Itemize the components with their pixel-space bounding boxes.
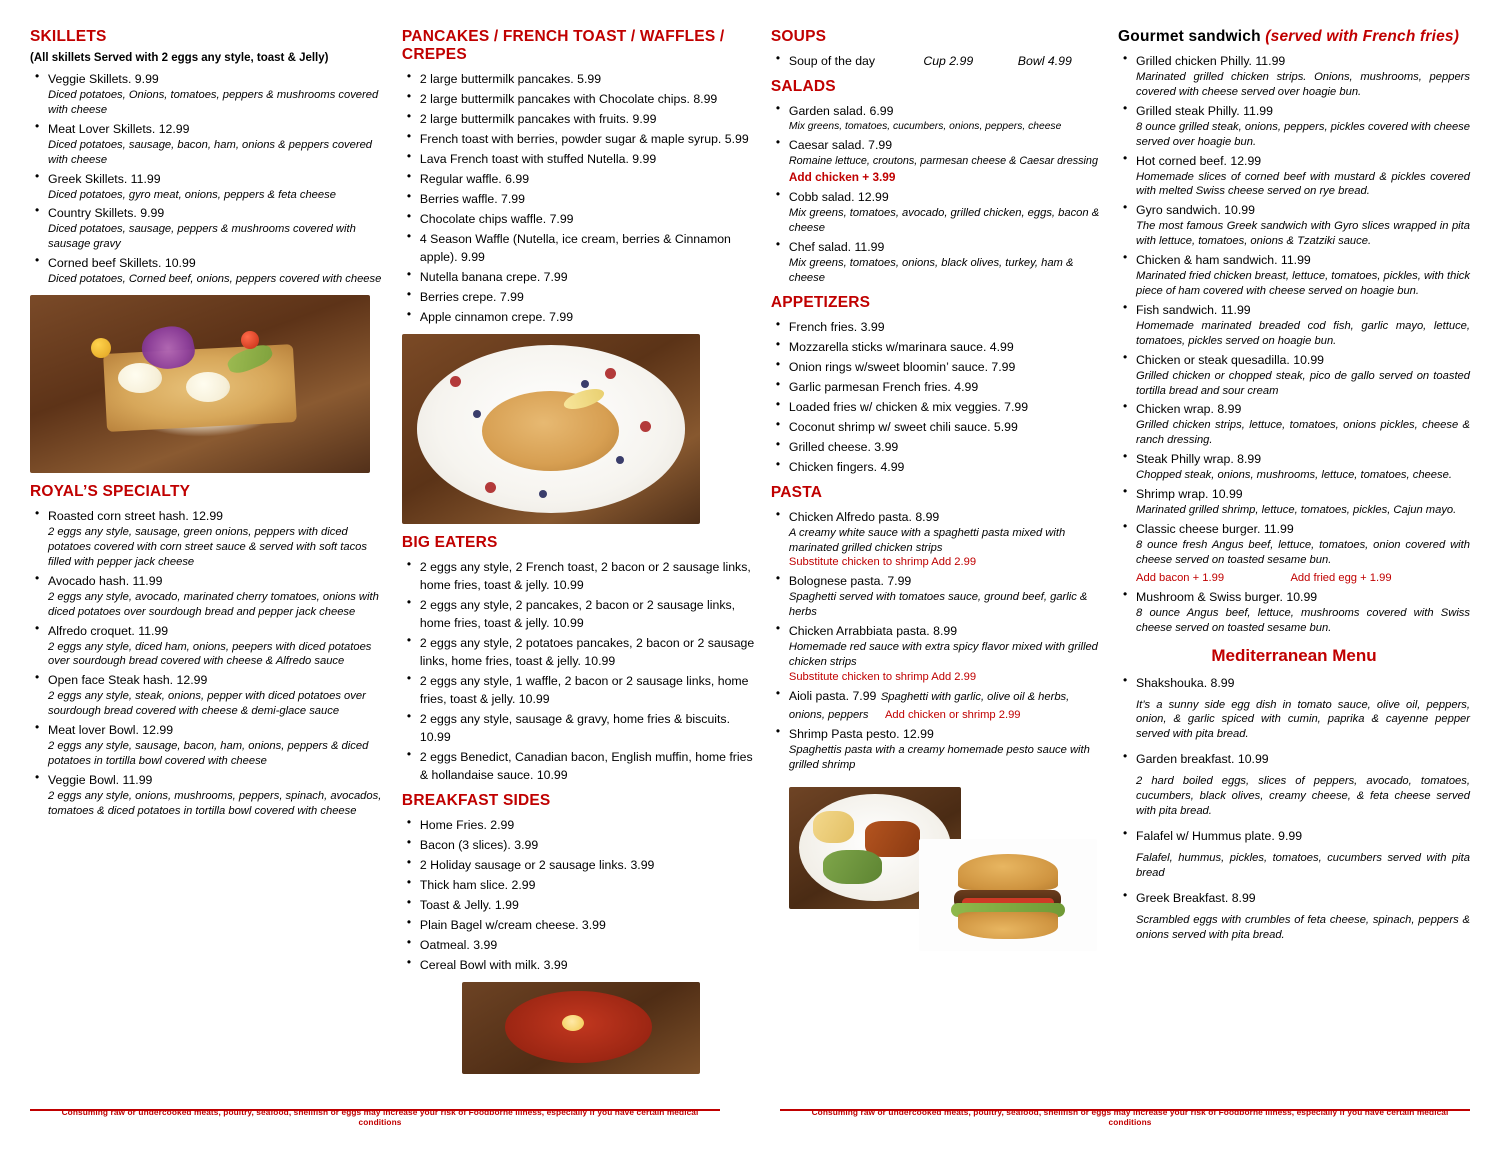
list-item (771, 508, 1104, 571)
eggs-benedict-waffle-photo (30, 295, 370, 473)
list-item (771, 572, 1104, 620)
list-item (402, 896, 757, 914)
list-item (30, 507, 388, 570)
list-item (402, 130, 757, 148)
section-title-pancakes: PANCAKES / FRENCH TOAST / WAFFLES / CREPES (401, 28, 725, 63)
pancakes-berries-photo (402, 334, 700, 524)
item-desc: Romaine lettuce, croutons, parmesan cheese & Caesar dressing (788, 154, 1098, 167)
list-item (771, 622, 1104, 685)
item-name: Classic cheese burger. 11.99 (1136, 522, 1294, 537)
column-pancakes-bigeaters (402, 28, 771, 1084)
list-item (1118, 588, 1470, 636)
item-name: Bolognese pasta. 7.99 (788, 574, 912, 589)
item-name: Chicken or steak quesadilla. 10.99 (1136, 352, 1324, 367)
disclaimer-right: Consuming raw or undercooked meats, poultry, seafood, shellfish or eggs may increase your risk of Foodborne illness, especially if you have certain medical conditions (811, 1107, 1449, 1127)
skillets-list (30, 70, 388, 287)
item-desc: Diced potatoes, sausage, peppers & mushrooms covered with sausage gravy (48, 223, 356, 251)
list-item (1118, 827, 1470, 881)
item-desc: 2 eggs any style, onions, mushrooms, peppers, spinach, avocados, tomatoes & diced potatoes in tortilla bowl covered with cheese (48, 789, 382, 817)
item-desc: Mix greens, tomatoes, avocado, grilled chicken, eggs, bacon & cheese (788, 207, 1100, 234)
item-name: Loaded fries w/ chicken & mix veggies. 7.99 (788, 399, 1029, 414)
list-item (402, 634, 757, 670)
item-name: Toast & Jelly. 1.99 (419, 898, 519, 912)
item-name: Plain Bagel w/cream cheese. 3.99 (419, 918, 606, 932)
list-item (402, 836, 757, 854)
list-item (771, 102, 1104, 134)
item-desc: A creamy white sauce with a spaghetti pasta mixed with marinated grilled chicken strips (788, 526, 1066, 554)
item-desc: Diced potatoes, sausage, bacon, ham, onions & peppers covered with cheese (48, 138, 373, 166)
list-item (402, 672, 757, 708)
item-desc: 8 ounce Angus beef, lettuce, mushrooms covered with Swiss cheese served on toasted sesame bun. (1136, 606, 1470, 634)
item-desc: Grilled chicken strips, lettuce, tomatoes, onions pickles, cheese & ranch dressing. (1136, 419, 1470, 447)
item-name: Apple cinnamon crepe. 7.99 (419, 310, 574, 324)
soup-bowl-price: Bowl 4.99 (1017, 54, 1072, 68)
grilled-meat-shape (865, 821, 920, 858)
list-item (30, 671, 388, 719)
item-name: Berries crepe. 7.99 (419, 290, 524, 304)
list-item (771, 458, 1104, 476)
item-name: French toast with berries, powder sugar & maple syrup. 5.99 (419, 132, 749, 146)
item-desc: Chopped steak, onions, mushrooms, lettuce, tomatoes, cheese. (1136, 469, 1452, 482)
item-name: Meat Lover Skillets. 12.99 (48, 121, 190, 136)
list-item (771, 725, 1104, 773)
item-name: Garden breakfast. 10.99 (1136, 752, 1269, 767)
item-name: Home Fries. 2.99 (419, 818, 515, 832)
section-title-soups: SOUPS (770, 28, 827, 45)
item-name: Veggie Bowl. 11.99 (48, 772, 153, 787)
salad-greens-shape (823, 850, 881, 884)
list-item (771, 238, 1104, 286)
list-item (402, 70, 757, 88)
mediterranean-list (1118, 674, 1470, 943)
item-name: 2 eggs any style, 2 pancakes, 2 bacon or 2 sausage links, home fries, toast & jelly. 10.99 (419, 598, 736, 630)
strawberry-shape (605, 368, 616, 379)
item-name: Alfredo croquet. 11.99 (48, 623, 169, 638)
skillet-photo-container (30, 295, 388, 473)
blueberry-shape (539, 490, 547, 498)
section-title-salads: SALADS (770, 78, 836, 95)
bottom-bun-shape (958, 912, 1058, 939)
item-name: 2 large buttermilk pancakes with fruits. 9.99 (419, 112, 657, 126)
item-name: Garden salad. 6.99 (788, 104, 894, 118)
item-desc: Mix greens, tomatoes, cucumbers, onions, peppers, cheese (788, 121, 1062, 132)
list-item (30, 721, 388, 769)
list-item (30, 572, 388, 620)
item-name: Chicken wrap. 8.99 (1136, 402, 1242, 417)
item-name: Nutella banana crepe. 7.99 (419, 270, 568, 284)
item-name: Caesar salad. 7.99 (788, 137, 893, 152)
list-item (402, 710, 757, 746)
item-name: Chef salad. 11.99 (788, 239, 885, 254)
strawberry-shape (450, 376, 461, 387)
section-title-pasta: PASTA (770, 483, 823, 501)
item-desc: Marinated grilled chicken strips. Onions, mushrooms, peppers covered with cheese served over hoagie bun. (1136, 71, 1470, 98)
list-item (402, 230, 757, 266)
item-desc: 2 eggs any style, sausage, green onions, peppers with diced potatoes covered with corn street sauce & served with soft tacos filled with pepper jack cheese (48, 526, 368, 568)
list-item (771, 136, 1104, 186)
list-item (1118, 201, 1470, 249)
item-name: Hot corned beef. 12.99 (1136, 153, 1262, 168)
item-name: Shrimp wrap. 10.99 (1136, 487, 1243, 502)
list-item (30, 771, 388, 819)
item-desc: Diced potatoes, Onions, tomatoes, peppers & mushrooms covered with cheese (48, 89, 379, 116)
list-item (402, 288, 757, 306)
pasta-substitute-shrimp: Substitute chicken to shrimp Add 2.99 (788, 556, 977, 569)
list-item (30, 170, 388, 203)
gourmet-list (1118, 52, 1470, 636)
item-name: Berries waffle. 7.99 (419, 192, 525, 206)
list-item (30, 204, 388, 252)
item-desc: Scrambled eggs with crumbles of feta cheese, spinach, peppers & onions served with pita bread. (1136, 913, 1470, 941)
soups-list (771, 52, 1104, 70)
list-item (1118, 674, 1470, 743)
pasta-add-chicken-shrimp: Add chicken or shrimp 2.99 (884, 708, 1021, 721)
item-desc: Mix greens, tomatoes, onions, black olives, turkey, ham & cheese (788, 256, 1074, 284)
list-item (771, 398, 1104, 416)
item-name: Greek Breakfast. 8.99 (1136, 890, 1256, 905)
item-name: Chicken fingers. 4.99 (788, 459, 905, 474)
item-name: Steak Philly wrap. 8.99 (1136, 452, 1262, 467)
poached-egg-shape (118, 363, 162, 393)
list-item (402, 150, 757, 168)
item-name: 4 Season Waffle (Nutella, ice cream, berries & Cinnamon apple). 9.99 (419, 232, 731, 264)
list-item (402, 170, 757, 188)
item-name: 2 eggs any style, sausage & gravy, home fries & biscuits. 10.99 (419, 712, 730, 744)
item-desc: Homemade marinated breaded cod fish, garlic mayo, lettuce, tomatoes, pickles served on hoagie bun. (1136, 319, 1470, 347)
soup-cup-price: Cup 2.99 (923, 54, 974, 68)
list-item (771, 438, 1104, 456)
item-name: Country Skillets. 9.99 (48, 206, 165, 221)
list-item (1118, 485, 1470, 518)
burger-add-fried-egg: Add fried egg + 1.99 (1290, 571, 1392, 584)
blueberry-shape (581, 380, 589, 388)
skillets-note: (All skillets Served with 2 eggs any style, toast & Jelly) (30, 52, 329, 64)
item-desc: The most famous Greek sandwich with Gyro slices wrapped in pita with lettuce, tomatoes, onions & Tzatziki sauce. (1136, 220, 1470, 248)
section-title-breakfast-sides: BREAKFAST SIDES (401, 792, 551, 809)
item-name: 2 eggs any style, 2 French toast, 2 bacon or 2 sausage links, home fries, toast & jelly. 10.99 (419, 560, 751, 592)
item-desc: It’s a sunny side egg dish in tomato sauce, olive oil, peppers, onion, & garlic spiced with cumin, paprika & cayenne pepper served with pita bread. (1136, 698, 1470, 741)
list-item (402, 596, 757, 632)
item-name: Chicken & ham sandwich. 11.99 (1136, 253, 1311, 268)
item-name: Thick ham slice. 2.99 (419, 878, 536, 892)
section-title-big-eaters: BIG EATERS (401, 534, 498, 551)
list-item (771, 318, 1104, 336)
salad-addon-chicken: Add chicken + 3.99 (788, 170, 896, 185)
item-desc: Spaghetti served with tomatoes sauce, ground beef, garlic & herbs (788, 591, 1088, 619)
item-name: Fish sandwich. 11.99 (1136, 302, 1251, 317)
item-desc: Spaghettis pasta with a creamy homemade pesto sauce with grilled shrimp (788, 743, 1090, 771)
list-item (402, 936, 757, 954)
list-item (402, 748, 757, 784)
item-name: French fries. 3.99 (788, 319, 885, 334)
list-item (30, 70, 388, 118)
top-bun-shape (958, 854, 1058, 890)
item-name: Cereal Bowl with milk. 3.99 (419, 958, 568, 972)
cheeseburger-photo (919, 839, 1097, 951)
item-name: 2 eggs Benedict, Canadian bacon, English muffin, home fries & hollandaise sauce. 10.99 (419, 750, 753, 782)
column-sandwiches-mediterranean (1118, 28, 1470, 1084)
item-name: 2 large buttermilk pancakes. 5.99 (419, 72, 602, 86)
item-desc: 2 eggs any style, avocado, marinated cherry tomatoes, onions with diced potatoes over sourdough bread and pepper jack cheese (48, 590, 379, 618)
gourmet-title-text: Gourmet sandwich (1118, 28, 1261, 45)
item-name: Grilled steak Philly. 11.99 (1136, 103, 1273, 118)
item-name: Roasted corn street hash. 12.99 (48, 509, 223, 524)
list-item (402, 210, 757, 228)
item-name: 2 large buttermilk pancakes with Chocolate chips. 8.99 (419, 92, 718, 106)
item-desc: Marinated fried chicken breast, lettuce, tomatoes, pickles, with thick piece of ham covered with cheese served on hoagie bun. (1136, 270, 1470, 298)
pasta-substitute-shrimp: Substitute chicken to shrimp Add 2.99 (788, 670, 977, 683)
list-item (402, 956, 757, 974)
item-desc: 2 eggs any style, diced ham, onions, peepers with diced potatoes over sourdough bread covered with cheese & Alfredo sauce (48, 640, 372, 668)
column-skillets-specialty (30, 28, 402, 1084)
list-item (1118, 750, 1470, 819)
list-item (771, 52, 1104, 70)
item-name: Regular waffle. 6.99 (419, 172, 530, 186)
item-desc: Homemade red sauce with extra spicy flavor mixed with grilled chicken strips (788, 641, 1098, 668)
item-desc: Diced potatoes, Corned beef, onions, peppers covered with cheese (48, 273, 382, 286)
list-item (1118, 152, 1470, 200)
list-item (1118, 450, 1470, 483)
list-item (1118, 400, 1470, 448)
list-item (771, 188, 1104, 236)
item-name: Shrimp Pasta pesto. 12.99 (788, 726, 934, 741)
list-item (402, 268, 757, 286)
section-title-mediterranean: Mediterranean Menu (1211, 645, 1377, 665)
item-desc: Grilled chicken or chopped steak, pico de gallo served on toasted tortilla bread and sour cream (1136, 369, 1470, 397)
item-name: Avocado hash. 11.99 (48, 573, 163, 588)
item-name: 2 eggs any style, 1 waffle, 2 bacon or 2 sausage links, home fries, toast & jelly. 10.99 (419, 674, 749, 706)
list-item (30, 120, 388, 168)
item-name: Gyro sandwich. 10.99 (1136, 203, 1255, 218)
list-item (402, 816, 757, 834)
disclaimer-left: Consuming raw or undercooked meats, poultry, seafood, shellfish or eggs may increase your risk of Foodborne illness, especially if you have certain medical conditions (61, 1107, 699, 1127)
list-item (402, 308, 757, 326)
item-name: Garlic parmesan French fries. 4.99 (788, 379, 979, 394)
item-name: Open face Steak hash. 12.99 (48, 673, 208, 688)
list-item (402, 558, 757, 594)
item-desc: Falafel, hummus, pickles, tomatoes, cucumbers served with pita bread (1136, 851, 1470, 879)
pasta-list (771, 508, 1104, 773)
item-name: Coconut shrimp w/ sweet chili sauce. 5.99 (788, 419, 1018, 434)
pancake-photo-container (402, 334, 757, 524)
poached-egg-shape (186, 372, 230, 402)
item-name: 2 eggs any style, 2 potatoes pancakes, 2 bacon or 2 sausage links, home fries, toast & jelly. 10.99 (419, 636, 755, 668)
yellow-tomato-shape (91, 338, 111, 358)
item-name: Oatmeal. 3.99 (419, 938, 498, 952)
shakshouka-skillet-photo (462, 982, 700, 1074)
item-name: Corned beef Skillets. 10.99 (48, 256, 196, 271)
column-soups-salads-pasta (771, 28, 1118, 1084)
apple-slices-shape (813, 811, 854, 843)
appetizers-list (771, 318, 1104, 476)
item-name: Grilled cheese. 3.99 (788, 439, 899, 454)
item-name: Chicken Arrabbiata pasta. 8.99 (788, 624, 958, 639)
list-item (402, 856, 757, 874)
salads-list (771, 102, 1104, 286)
item-desc: Homemade slices of corned beef with mustard & pickles covered with melted Swiss cheese served on rye bread. (1136, 170, 1470, 198)
bottom-photos-container (771, 787, 1104, 957)
list-item (1118, 889, 1470, 943)
breakfast-sides-list (402, 816, 757, 974)
shakshouka-photo-container (462, 982, 757, 1074)
list-item (771, 418, 1104, 436)
item-name: Falafel w/ Hummus plate. 9.99 (1136, 828, 1303, 843)
item-name: Grilled chicken Philly. 11.99 (1136, 54, 1286, 68)
list-item (1118, 102, 1470, 150)
egg-yolk-shape (562, 1015, 584, 1031)
list-item (1118, 52, 1470, 100)
item-desc: Marinated grilled shrimp, lettuce, tomatoes, pickles, Cajun mayo. (1136, 504, 1457, 517)
section-title-royals-specialty: ROYAL’S SPECIALTY (30, 483, 191, 501)
item-desc: 2 eggs any style, steak, onions, pepper with diced potatoes over sourdough bread covered with cheese & demi-glace sauce (48, 690, 366, 718)
item-name: Onion rings w/sweet bloomin’ sauce. 7.99 (788, 359, 1016, 374)
big-eaters-list (402, 558, 757, 784)
item-desc: 8 ounce fresh Angus beef, lettuce, tomatoes, onion covered with cheese served on toasted sesame bun. (1136, 539, 1470, 566)
royals-specialty-list (30, 507, 388, 819)
item-name: Lava French toast with stuffed Nutella. 9.99 (419, 152, 657, 166)
list-item (1118, 520, 1470, 586)
pancake-stack-shape (482, 391, 619, 471)
item-name: Mushroom & Swiss burger. 10.99 (1136, 589, 1318, 604)
item-name: Veggie Skillets. 9.99 (48, 72, 159, 86)
gourmet-title-subtext: (served with French fries) (1265, 28, 1460, 45)
item-desc: 2 hard boiled eggs, slices of peppers, avocado, tomatoes, cucumbers, black olives, creamy cheese, & feta cheese served with pita bread. (1136, 775, 1470, 818)
item-desc: 2 eggs any style, sausage, bacon, ham, onions, peppers & diced potatoes in tortilla bowl covered with cheese (48, 740, 369, 768)
list-item (771, 378, 1104, 396)
item-name: 2 Holiday sausage or 2 sausage links. 3.99 (419, 858, 655, 872)
item-name: Aioli pasta. 7.99 (788, 688, 877, 703)
section-title-skillets: SKILLETS (30, 28, 107, 45)
list-item (30, 254, 388, 287)
list-item (402, 876, 757, 894)
section-title-gourmet-sandwich (1118, 28, 1470, 46)
list-item (402, 110, 757, 128)
item-name: Meat lover Bowl. 12.99 (48, 723, 174, 738)
item-desc: Spaghetti with garlic, olive oil & herbs, onions, peppers (788, 690, 1070, 721)
item-name: Soup of the day (788, 54, 876, 68)
list-item (402, 916, 757, 934)
list-item (1118, 251, 1470, 299)
item-desc: 8 ounce grilled steak, onions, peppers, pickles covered with cheese served over hoagie bun. (1136, 120, 1470, 148)
list-item (402, 190, 757, 208)
item-name: Cobb salad. 12.99 (788, 190, 889, 205)
list-item (771, 338, 1104, 356)
list-item (1118, 301, 1470, 349)
list-item (30, 622, 388, 670)
list-item (402, 90, 757, 108)
item-name: Mozzarella sticks w/marinara sauce. 4.99 (788, 339, 1014, 354)
item-name: Greek Skillets. 11.99 (48, 171, 161, 186)
item-name: Chocolate chips waffle. 7.99 (419, 212, 574, 226)
section-title-appetizers: APPETIZERS (770, 293, 871, 311)
red-tomato-shape (241, 331, 259, 349)
item-name: Shakshouka. 8.99 (1136, 675, 1235, 690)
pancakes-list (402, 70, 757, 326)
burger-add-bacon: Add bacon + 1.99 (1136, 571, 1225, 584)
item-name: Chicken Alfredo pasta. 8.99 (788, 509, 940, 524)
item-desc: Diced potatoes, gyro meat, onions, peppers & feta cheese (48, 188, 336, 201)
list-item (771, 687, 1104, 723)
item-name: Bacon (3 slices). 3.99 (419, 838, 539, 852)
list-item (771, 358, 1104, 376)
list-item (1118, 351, 1470, 399)
